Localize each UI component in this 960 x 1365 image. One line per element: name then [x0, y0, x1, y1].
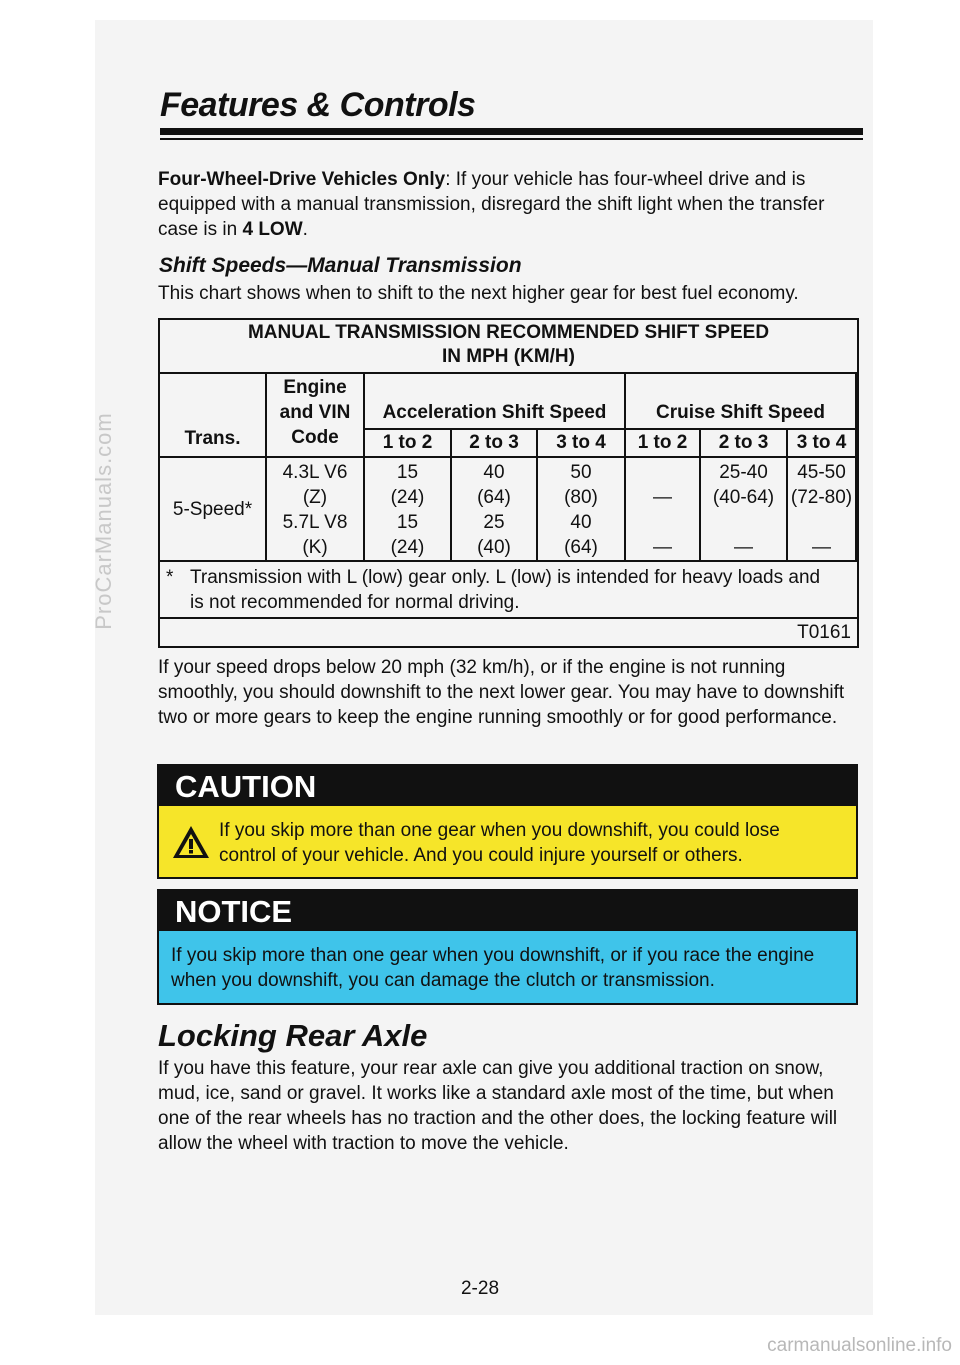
table-title: MANUAL TRANSMISSION RECOMMENDED SHIFT SPEED [247, 322, 770, 343]
vin-cell: (Z) [302, 487, 328, 508]
warning-triangle-icon [171, 824, 211, 860]
downshift-paragraph: If your speed drops below 20 mph (32 km/h), or if the engine is not running smoothly, you should downshift to the next lower gear. You may have to downshift two or more gears to keep the engine running smoothly or for good performance. [158, 657, 845, 728]
shift-speeds-description: This chart shows when to shift to the next higher gear for best fuel economy. [158, 283, 799, 304]
sub-header: 3 to 4 [556, 432, 606, 453]
table-rule [160, 560, 857, 562]
speed-cell: 25-40 [719, 462, 768, 483]
caution-header [159, 766, 856, 806]
page-number: 2-28 [460, 1278, 500, 1299]
vin-cell: (K) [302, 537, 328, 558]
header-rule [160, 128, 863, 135]
speed-cell: 45-50 [797, 462, 846, 483]
footnote-text: is not recommended for normal driving. [190, 592, 520, 613]
shift-speeds-heading: Shift Speeds—Manual Transmission [159, 254, 522, 277]
locking-rear-axle-heading: Locking Rear Axle [158, 1018, 428, 1053]
notice-label: NOTICE [175, 894, 293, 929]
notice-box [157, 889, 858, 1005]
speed-cell: 40 [483, 462, 505, 483]
sub-header: 2 to 3 [469, 432, 519, 453]
speed-cell: 40 [570, 512, 592, 533]
speed-cell: 50 [570, 462, 592, 483]
footnote-mark: * [166, 567, 174, 588]
speed-cell: 15 [396, 462, 419, 483]
speed-cell: (40) [477, 537, 511, 558]
footnote-text: Transmission with L (low) gear only. L (low) is intended for heavy loads and [190, 567, 821, 588]
trans-value: 5-Speed* [172, 499, 253, 520]
table-rule [160, 617, 857, 619]
speed-cell: (80) [564, 487, 598, 508]
caution-message: If you skip more than one gear when you downshift, you could lose control of your vehicle. And you could injure yourself or others. [219, 820, 780, 866]
cruise-shift-header: Cruise Shift Speed [656, 402, 825, 423]
sub-header: 3 to 4 [796, 432, 847, 453]
speed-cell: — [653, 537, 672, 558]
speed-cell: (24) [390, 537, 425, 558]
engine-cell: 4.3L V6 [282, 462, 348, 483]
notice-header [159, 891, 856, 931]
speed-cell: (40-64) [712, 487, 775, 508]
notice-message: If you skip more than one gear when you downshift, or if you race the engine when you downshift, you can damage the clutch or transmission. [171, 945, 815, 991]
sub-header: 2 to 3 [718, 432, 769, 453]
speed-cell: 25 [483, 512, 505, 533]
sub-header: 1 to 2 [637, 432, 688, 453]
caution-box [157, 764, 858, 879]
accel-shift-header: Acceleration Shift Speed [382, 402, 607, 423]
speed-cell: (64) [477, 487, 511, 508]
speed-cell: (64) [564, 537, 598, 558]
speed-cell: — [653, 487, 672, 508]
sub-header: 1 to 2 [382, 432, 433, 453]
table-rule [365, 428, 857, 430]
table-title-units: IN MPH (KM/H) [442, 346, 575, 367]
locking-rear-axle-paragraph: If you have this feature, your rear axle can give you additional traction on snow, mud, ice, sand or gravel. It works like a standard axle most of the time, but when one of the rear wheels has no traction and the other does, the locking feature will allow the wheel with traction to move the vehicle. [158, 1058, 838, 1154]
four-wheel-drive-paragraph: Four-Wheel-Drive Vehicles Only: If your vehicle has four-wheel drive and is equipped with a manual transmission, disregard the shift light when the transfer case is in 4 LOW. [158, 169, 825, 240]
col-engine-header: and VIN [279, 402, 351, 423]
header-rule-thin [160, 138, 863, 140]
page-title: Features & Controls [160, 86, 476, 124]
table-code: T0161 [797, 622, 851, 643]
bottom-watermark: carmanualsonline.info [767, 1335, 952, 1356]
caution-label: CAUTION [175, 769, 317, 804]
speed-cell: — [812, 537, 831, 558]
speed-cell: (72-80) [790, 487, 853, 508]
shift-speed-table [158, 318, 859, 648]
speed-cell: (24) [390, 487, 425, 508]
table-rule [855, 372, 857, 560]
engine-cell: 5.7L V8 [282, 512, 348, 533]
speed-cell: 15 [396, 512, 419, 533]
col-engine-header: Engine [283, 377, 347, 398]
speed-cell: — [734, 537, 753, 558]
col-trans-header: Trans. [184, 428, 241, 449]
col-engine-header: Code [291, 427, 339, 448]
